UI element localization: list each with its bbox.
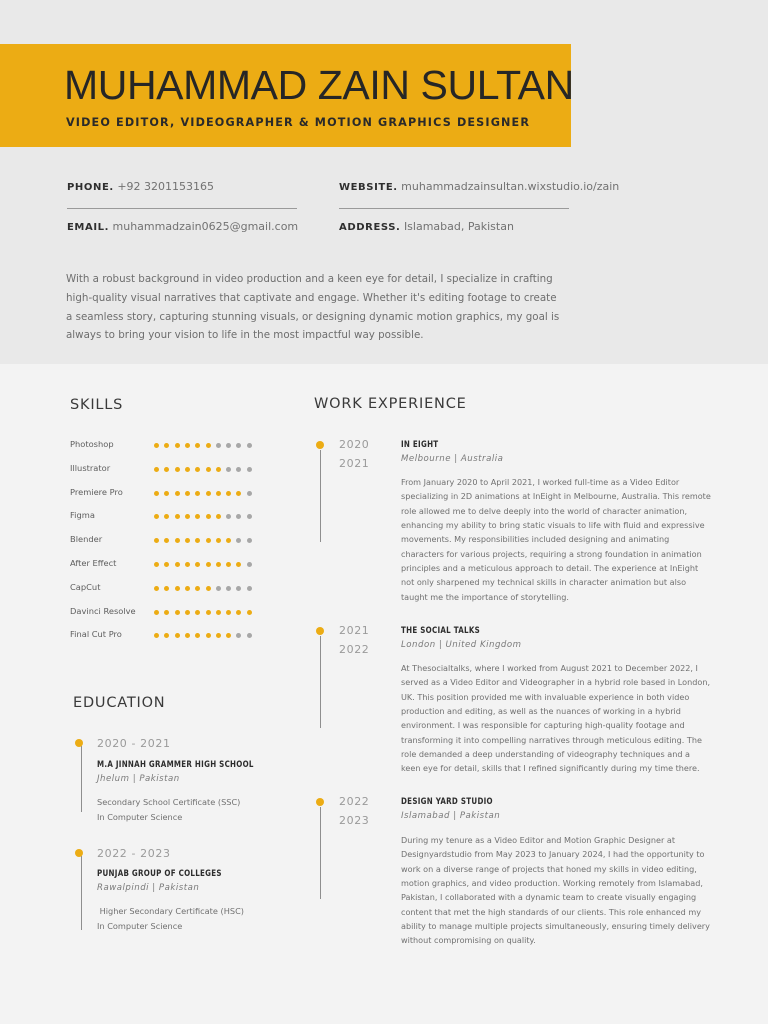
skill-dot-filled [226,610,231,615]
education-detail: Higher Secondary Certificate (HSC) In Computer Science [97,906,244,931]
skill-dot-filled [185,491,190,496]
skill-dot-filled [185,633,190,638]
company-location: Islamabad | Pakistan [401,811,501,821]
skill-dot-filled [185,610,190,615]
company-name: THE SOCIAL TALKS [401,626,481,636]
timeline-line [81,856,82,930]
skill-dot-empty [247,443,252,448]
skill-dot-filled [216,514,221,519]
skill-dot-empty [236,538,241,543]
skill-dot-filled [164,586,169,591]
skill-row [70,606,260,620]
school-name: M.A JINNAH GRAMMER HIGH SCHOOL [97,760,254,770]
job-description: From January 2020 to April 2021, I worked full-time as a Video Editor specializing in 2D animations at InEight in Melbourne, Australia. This remote role allowed me to delve deeply into the world of character animation, enhancing my ability to bring static visuals to life with fluid and expressive movements. My responsibilities included designing and animating characters for various projects, requiring a strong foundation in animation principles and a meticulous approach to detail. The experience at InEight not only sharpened my technical skills in character animation but also taught me the importance of storytelling. [401,477,711,602]
skill-dot-filled [206,491,211,496]
skill-dot-filled [185,586,190,591]
skill-dot-filled [164,633,169,638]
contact-phone [67,180,214,193]
skill-dot-filled [216,538,221,543]
contact-address [339,220,514,233]
divider [67,208,297,209]
skill-dot-empty [247,491,252,496]
skill-dot-filled [185,562,190,567]
job-description: During my tenure as a Video Editor and Motion Graphic Designer at Designyardstudio from May 2023 to January 2024, I had the opportunity to work on a diverse range of projects that honed my skills in video editing, motion graphics, and video production. Working remotely from Islamabad, Pakistan, I collaborated with a dynamic team to create visually engaging content that met the high standards of our clients. This role enhanced my ability to manage multiple projects simultaneously, ensuring timely delivery without compromising on quality. [401,835,710,946]
website-link[interactable]: muhammadzainsultan.wixstudio.io/zain [401,180,620,193]
skill-row [70,582,260,596]
skill-dot-filled [154,633,159,638]
skill-dot-filled [206,443,211,448]
skill-dot-filled [175,467,180,472]
skill-dot-filled [185,538,190,543]
timeline-dot [75,849,83,857]
skill-dot-filled [154,491,159,496]
skill-dot-filled [195,443,200,448]
timeline-dot [316,798,324,806]
skill-row [70,534,260,548]
skill-dot-filled [226,562,231,567]
skill-dot-filled [206,586,211,591]
skill-dot-filled [164,467,169,472]
skill-dot-filled [206,633,211,638]
job-year-start: 2020 [339,438,370,451]
timeline-dot [75,739,83,747]
skill-dot-filled [236,491,241,496]
skill-dot-empty [247,538,252,543]
education-detail: Secondary School Certificate (SSC) In Computer Science [97,797,241,822]
skill-dot-empty [216,586,221,591]
timeline-dot [316,441,324,449]
job-year-start: 2022 [339,795,370,808]
skill-dot-filled [206,538,211,543]
skill-dot-filled [236,610,241,615]
skill-dot-filled [195,491,200,496]
school-name: PUNJAB GROUP OF COLLEGES [97,869,222,879]
skill-dot-filled [175,514,180,519]
skill-dot-filled [164,610,169,615]
skill-dot-filled [206,562,211,567]
skill-dot-empty [226,467,231,472]
skill-dot-filled [175,586,180,591]
skill-dot-empty [216,443,221,448]
timeline-dot [316,627,324,635]
contact-website [339,180,619,193]
skill-dot-empty [236,467,241,472]
skill-name: Illustrator [70,462,111,473]
company-location: Melbourne | Australia [401,454,504,464]
skill-dot-filled [154,443,159,448]
skill-dot-filled [216,467,221,472]
skill-name: After Effect [70,558,117,568]
candidate-name: MUHAMMAD ZAIN SULTAN [64,62,574,108]
skill-dot-filled [236,562,241,567]
skill-dot-filled [175,538,180,543]
education-heading: EDUCATION [73,695,166,711]
skill-dot-filled [195,514,200,519]
skill-dot-filled [175,633,180,638]
website-label: WEBSITE. [339,182,398,193]
job-year-end: 2021 [339,457,370,470]
education-years: 2020 - 2021 [97,737,171,750]
skill-name: Photoshop [70,439,114,449]
timeline-line [320,807,321,899]
skill-dot-filled [185,443,190,448]
skill-row [70,439,260,453]
profile-summary: With a robust background in video production and a keen eye for detail, I specialize in crafting high-quality visual narratives that captivate and engage. Whether it's editing footage to create a seamless story, capturing stunning visuals, or designing dynamic motion graphics, my goal is always to bring your vision to life in the most impactful way possible. [66,273,560,342]
skill-dot-empty [236,586,241,591]
skill-dot-filled [175,443,180,448]
skill-name: Davinci Resolve [70,605,136,616]
skill-dot-filled [216,491,221,496]
skill-dot-empty [247,467,252,472]
job-year-start: 2021 [339,624,370,637]
skill-dot-empty [226,443,231,448]
job-title: VIDEO EDITOR, VIDEOGRAPHER & MOTION GRAPHICS DESIGNER [66,116,531,129]
experience-heading: WORK EXPERIENCE [314,396,467,412]
skill-name: Final Cut Pro [70,629,122,640]
timeline-line [81,746,82,812]
skill-name: Blender [70,534,103,545]
email-link[interactable]: muhammadzain0625@gmail.com [112,220,299,233]
skill-dot-filled [164,562,169,567]
skill-dot-filled [206,514,211,519]
skill-dot-filled [195,610,200,615]
skill-row [70,487,260,501]
school-location: Rawalpindi | Pakistan [97,883,200,893]
timeline-line [320,636,321,728]
skill-dot-filled [247,610,252,615]
skill-dot-filled [226,538,231,543]
skill-dot-filled [164,538,169,543]
skill-dot-filled [175,610,180,615]
skill-dot-filled [175,491,180,496]
skill-dot-empty [226,586,231,591]
skill-dot-filled [154,467,159,472]
skill-dot-filled [216,610,221,615]
divider [339,208,569,209]
skill-dot-empty [226,514,231,519]
skill-dot-filled [175,562,180,567]
skills-heading: SKILLS [70,397,124,413]
job-year-end: 2023 [339,814,370,827]
company-location: London | United Kingdom [401,640,522,650]
skill-dot-filled [195,467,200,472]
skill-dot-filled [226,491,231,496]
skill-dot-filled [195,538,200,543]
skill-dot-filled [216,562,221,567]
skill-dot-filled [154,538,159,543]
skill-row [70,629,260,643]
skill-dot-empty [247,586,252,591]
skill-dot-filled [154,610,159,615]
email-label: EMAIL. [67,222,110,233]
skill-dot-filled [226,633,231,638]
skill-dot-filled [206,467,211,472]
skill-dot-filled [195,562,200,567]
address-value: Islamabad, Pakistan [403,220,514,233]
skill-dot-filled [164,443,169,448]
skill-dot-empty [236,514,241,519]
contact-email [67,220,298,233]
skill-dot-empty [247,514,252,519]
skill-row [70,558,260,572]
company-name: DESIGN YARD STUDIO [401,797,493,807]
skill-dot-filled [206,610,211,615]
skill-dot-empty [236,443,241,448]
skill-dot-filled [195,633,200,638]
skill-dot-filled [164,491,169,496]
skill-dot-filled [164,514,169,519]
skill-dot-empty [247,562,252,567]
school-location: Jhelum | Pakistan [97,774,180,784]
skill-name: Figma [70,510,95,521]
timeline-line [320,450,321,542]
job-year-end: 2022 [339,643,370,656]
skill-row [70,510,260,524]
skill-name: Premiere Pro [70,486,123,497]
skill-dot-filled [154,586,159,591]
skill-dot-filled [195,586,200,591]
education-years: 2022 - 2023 [97,847,171,860]
skill-dot-filled [154,562,159,567]
skill-dot-filled [216,633,221,638]
skill-dot-empty [236,633,241,638]
skill-row [70,463,260,477]
skill-dot-empty [247,633,252,638]
address-label: ADDRESS. [339,222,401,233]
phone-label: PHONE. [67,182,114,193]
job-description: At Thesocialtalks, where I worked from August 2021 to December 2022, I served as a Video Editor and Videographer in a hybrid role based in London, UK. This position provided me with invaluable experience in both video production and editing, as well as the nuances of working in a hybrid environment. I was responsible for capturing high-quality footage and transforming it into compelling narratives through meticulous editing. The role demanded a deep understanding of videography techniques and a keen eye for detail, skills that I refined significantly during my time there. [401,663,711,774]
skill-dot-filled [154,514,159,519]
skill-dot-filled [185,514,190,519]
company-name: IN EIGHT [401,440,439,450]
phone-value[interactable]: +92 3201153165 [117,180,215,193]
skill-name: CapCut [70,581,101,592]
skill-dot-filled [185,467,190,472]
